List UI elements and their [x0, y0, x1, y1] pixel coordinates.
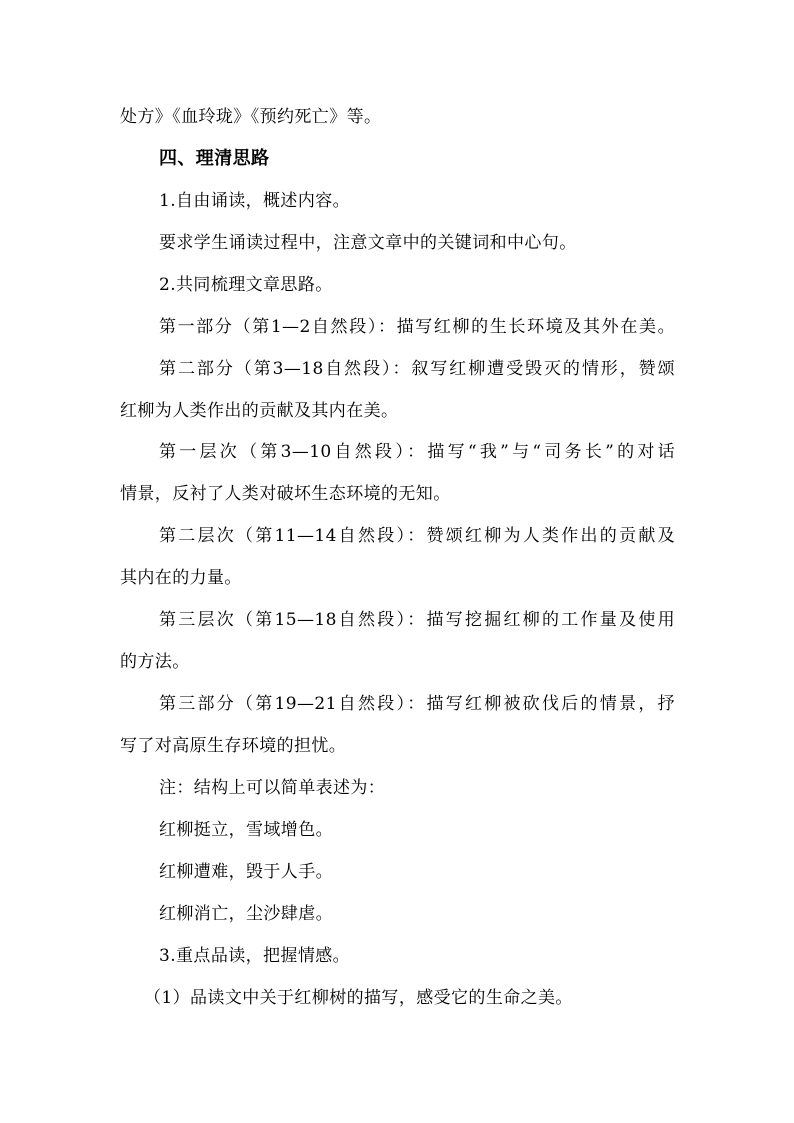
- text-line-sub-1: （1）品读文中关于红柳树的描写，感受它的生命之美。: [144, 988, 573, 1008]
- text-line-part-2: 第二部分（第3—18自然段）：叙写红柳遭受毁灭的情形，赞颂: [159, 359, 675, 379]
- text-line: 要求学生诵读过程中，注意文章中的关键词和中心句。: [159, 233, 577, 253]
- text-line-part-3: 第三部分（第19—21自然段）：描写红柳被砍伐后的情景，抒: [159, 694, 675, 714]
- text-line-step-3: 3.重点品读，把握情感。: [159, 946, 351, 966]
- section-heading: 四、理清思路: [159, 148, 270, 169]
- text-line-summary-1: 红柳挺立，雪域增色。: [159, 820, 333, 840]
- text-line-step-1: 1.自由诵读，概述内容。: [159, 191, 351, 211]
- text-line: 写了对高原生存环境的担忧。: [120, 736, 347, 756]
- text-line: 红柳为人类作出的贡献及其内在美。: [120, 401, 399, 421]
- text-line-part-1: 第一部分（第1—2自然段）：描写红柳的生长环境及其外在美。: [159, 317, 675, 337]
- text-line-step-2: 2.共同梳理文章思路。: [159, 275, 333, 295]
- text-line: 其内在的力量。: [120, 568, 242, 588]
- text-line-summary-3: 红柳消亡，尘沙肆虐。: [159, 904, 333, 924]
- text-line-level-3: 第三层次（第15—18自然段）：描写挖掘红柳的工作量及使用: [159, 610, 675, 630]
- text-line: 情景，反衬了人类对破坏生态环境的无知。: [120, 484, 451, 504]
- text-line-summary-2: 红柳遭难，毁于人手。: [159, 862, 333, 882]
- text-line-note: 注：结构上可以简单表述为：: [159, 778, 386, 798]
- text-line-level-1: 第一层次（第3—10自然段）：描写“我”与“司务长”的对话: [159, 442, 675, 462]
- text-line-level-2: 第二层次（第11—14自然段）：赞颂红柳为人类作出的贡献及: [159, 526, 675, 546]
- text-line: 的方法。: [120, 652, 190, 672]
- text-line-continuation: 处方》《血玲珑》《预约死亡》等。: [120, 107, 382, 127]
